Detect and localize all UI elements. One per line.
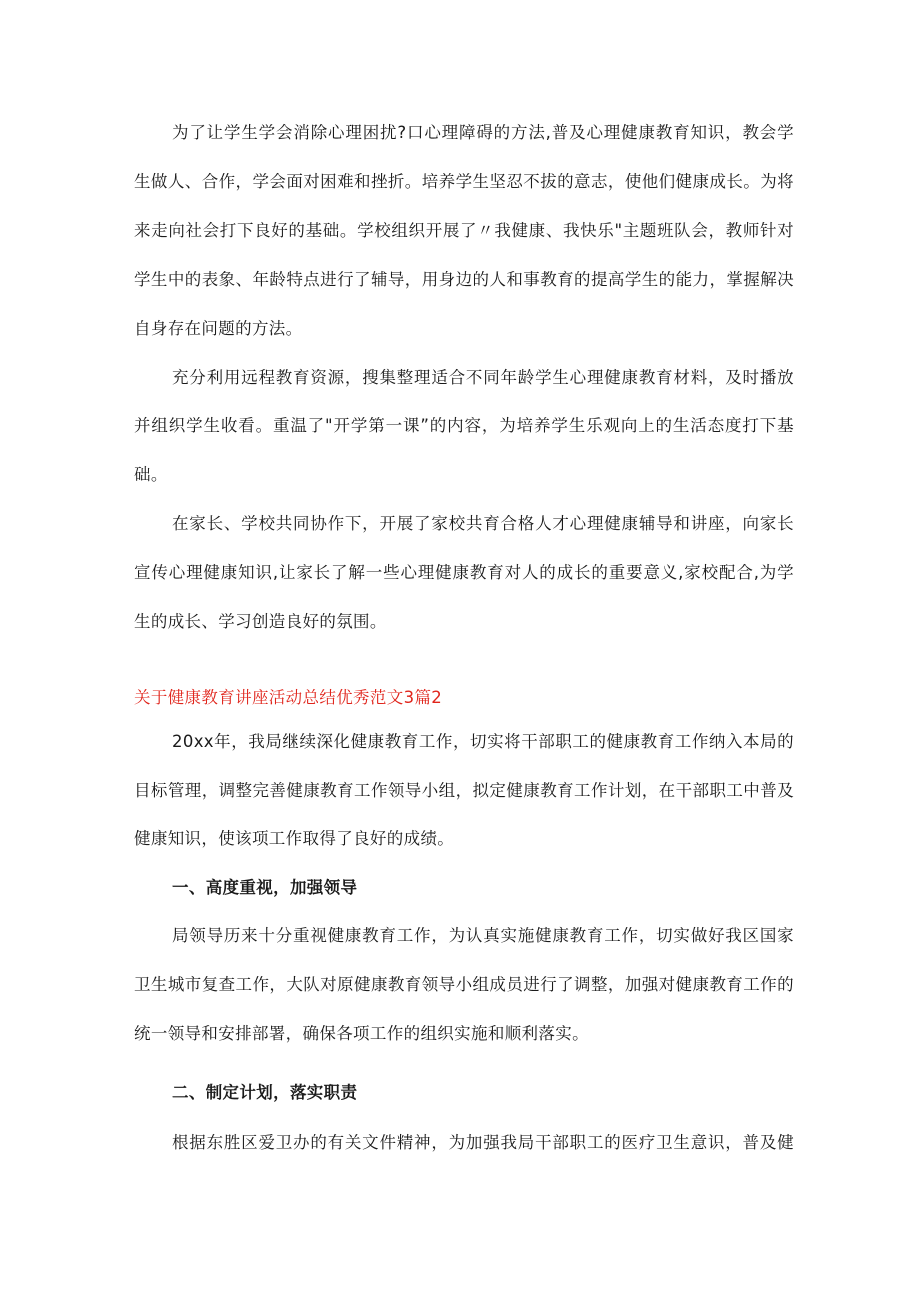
paragraph-line: 宣传心理健康知识,让家长了解一些心理健康教育对人的成长的重要意义,家校配合,为学 — [134, 563, 794, 582]
section-heading: 一、高度重视，加强领导 — [172, 878, 358, 897]
paragraph-line: 统一领导和安排部署，确保各项工作的组织实施和顺利落实。 — [134, 1024, 589, 1043]
paragraph-line: 在家长、学校共同协作下，开展了家校共育合格人才心理健康辅导和讲座，向家长 — [172, 514, 794, 533]
paragraph-line: 生做人、合作，学会面对困难和挫折。培养学生坚忍不拔的意志，使他们健康成长。为将 — [134, 172, 794, 191]
paragraph-line: 自身存在问题的方法。 — [134, 319, 303, 338]
paragraph-line: 为了让学生学会消除心理困扰?口心理障碍的方法,普及心理健康教育知识，教会学 — [172, 123, 794, 142]
paragraph-line: 局领导历来十分重视健康教育工作，为认真实施健康教育工作，切实做好我区国家 — [172, 926, 794, 945]
paragraph-line: 充分利用远程教育资源，搜集整理适合不同年龄学生心理健康教育材料，及时播放 — [172, 368, 794, 387]
paragraph-line: 20xx年，我局继续深化健康教育工作，切实将干部职工的健康教育工作纳入本局的 — [172, 732, 794, 751]
paragraph-line: 目标管理，调整完善健康教育工作领导小组，拟定健康教育工作计划，在干部职工中普及 — [134, 781, 794, 800]
paragraph-line: 来走向社会打下良好的基础。学校组织开展了〃我健康、我快乐"主题班队会，教师针对 — [134, 221, 794, 240]
paragraph-line: 并组织学生收看。重温了"开学第一课”的内容，为培养学生乐观向上的生活态度打下基 — [134, 416, 794, 435]
paragraph-line: 根据东胜区爱卫办的有关文件精神，为加强我局干部职工的医疗卫生意识，普及健 — [172, 1133, 794, 1152]
section-heading: 二、制定计划，落实职责 — [172, 1083, 358, 1102]
paragraph-line: 学生中的表象、年龄特点进行了辅导，用身边的人和事教育的提高学生的能力，掌握解决 — [134, 270, 794, 289]
paragraph-line: 础。 — [134, 465, 168, 484]
paragraph-line: 健康知识，使该项工作取得了良好的成绩。 — [134, 829, 455, 848]
article-title: 关于健康教育讲座活动总结优秀范文3篇2 — [134, 688, 443, 707]
paragraph-line: 卫生城市复查工作，大队对原健康教育领导小组成员进行了调整，加强对健康教育工作的 — [134, 975, 794, 994]
paragraph-line: 生的成长、学习创造良好的氛围。 — [134, 612, 387, 631]
